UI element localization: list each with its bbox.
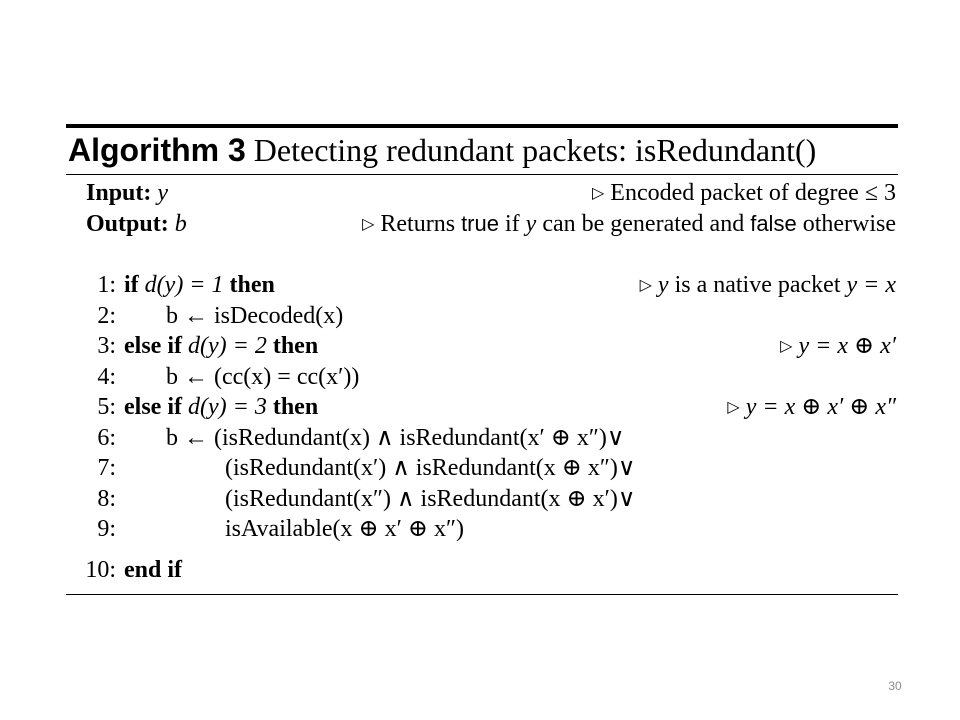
- comment-triangle-icon: ▷: [362, 214, 375, 233]
- algo-line-8: [70, 484, 896, 514]
- header-rule: [66, 174, 898, 175]
- line-number: 7:: [97, 455, 116, 481]
- line-number: 10:: [85, 557, 116, 583]
- top-rule: [66, 124, 898, 128]
- output-var: b: [174, 211, 187, 237]
- output-label: Output:: [86, 211, 169, 237]
- condition: d(y) = 1: [144, 272, 224, 298]
- end-if-keyword: end if: [124, 557, 183, 583]
- algo-line-2: [70, 301, 896, 331]
- slide-number: 30: [888, 679, 902, 693]
- comment-triangle-icon: ▷: [780, 336, 793, 355]
- statement: b ← (isRedundant(x) ∧ isRedundant(x′ ⊕ x″)∨: [166, 425, 625, 451]
- statement: isAvailable(x ⊕ x′ ⊕ x″): [225, 516, 464, 542]
- input-comment: ▷ Encoded packet of degree ≤ 3: [591, 180, 896, 206]
- output-line: [70, 209, 896, 239]
- line-number: 5:: [97, 394, 116, 420]
- algorithm-label: Algorithm 3: [68, 132, 246, 168]
- algo-line-7: [70, 453, 896, 483]
- line-comment: ▷ y = x ⊕ x′: [780, 333, 896, 359]
- statement: b ← isDecoded(x): [166, 303, 344, 329]
- algo-line-6: [70, 423, 896, 453]
- algorithm-name: Detecting redundant packets: isRedundant(): [253, 132, 817, 168]
- algorithm-title: [68, 130, 816, 170]
- algo-line-1: 1: if d(y) = 1 then ▷ y is a native packet y = x: [70, 270, 896, 300]
- bottom-rule: [66, 594, 898, 595]
- algo-line-10: [70, 555, 896, 585]
- statement: b ← (cc(x) = cc(x′)): [166, 364, 360, 390]
- condition: d(y) = 3: [187, 394, 267, 420]
- comment-triangle-icon: ▷: [639, 275, 652, 294]
- input-label: Input:: [86, 180, 152, 206]
- line-number: 2:: [97, 303, 116, 329]
- line-number: 1:: [97, 272, 116, 298]
- line-number: 3:: [97, 333, 116, 359]
- line-number: 9:: [97, 516, 116, 542]
- algo-line-5: 5: else if d(y) = 3 then ▷ y = x ⊕ x′ ⊕ x″: [70, 392, 896, 422]
- line-number: 6:: [97, 425, 116, 451]
- line-number: 8:: [97, 486, 116, 512]
- algo-line-3: 3: else if d(y) = 2 then ▷ y = x ⊕ x′: [70, 331, 896, 361]
- input-var: y: [157, 180, 169, 206]
- algo-line-4: [70, 362, 896, 392]
- line-comment: ▷ y is a native packet y = x: [639, 272, 896, 298]
- output-comment: ▷ Returns true if y can be generated and false otherwise: [362, 211, 896, 237]
- algo-line-9: [70, 514, 896, 544]
- line-comment: ▷ y = x ⊕ x′ ⊕ x″: [727, 394, 896, 420]
- line-number: 4:: [97, 364, 116, 390]
- comment-triangle-icon: ▷: [727, 397, 740, 416]
- statement: (isRedundant(x′) ∧ isRedundant(x ⊕ x″)∨: [225, 455, 636, 481]
- statement: (isRedundant(x″) ∧ isRedundant(x ⊕ x′)∨: [225, 486, 636, 512]
- input-line: [70, 178, 896, 208]
- condition: d(y) = 2: [187, 333, 267, 359]
- comment-triangle-icon: ▷: [591, 183, 605, 202]
